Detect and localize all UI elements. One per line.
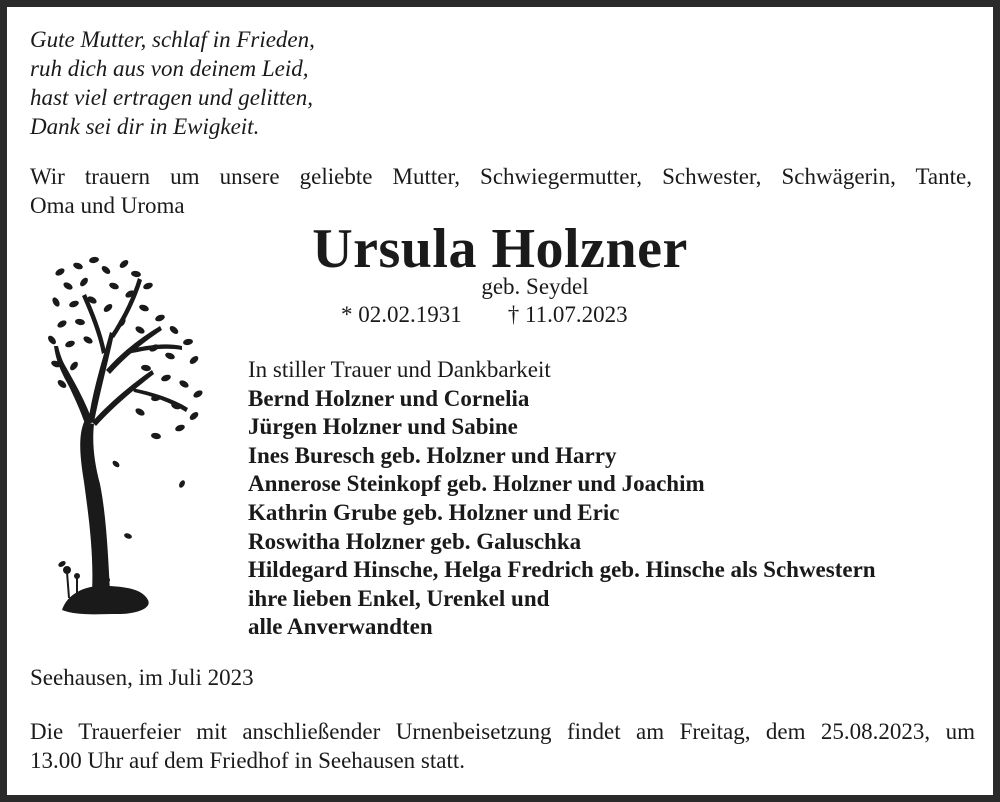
death-date: † 11.07.2023 [507, 302, 628, 327]
mourners-lead: In stiller Trauer und Dankbarkeit [248, 357, 551, 382]
funeral-line: 13.00 Uhr auf dem Friedhof in Seehausen statt. [30, 748, 465, 773]
mourner-entry: alle Anverwandten [248, 614, 433, 640]
mourner-entry: Bernd Holzner und Cornelia [248, 385, 530, 411]
intro-line: Oma und Uroma [30, 193, 185, 218]
mourner-entry: Roswitha Holzner geb. Galuschka [248, 528, 582, 554]
mourners-list [248, 356, 876, 642]
birth-name: geb. Seydel [481, 274, 589, 299]
place-date: Seehausen, im Juli 2023 [30, 665, 254, 690]
life-dates [341, 300, 628, 330]
birth-date: * 02.02.1931 [341, 302, 462, 327]
mourner-entry: Annerose Steinkopf geb. Holzner und Joachim [248, 471, 705, 497]
mourner-entry: Jürgen Holzner und Sabine [248, 414, 518, 440]
tree-icon [48, 252, 208, 627]
poem-line: Gute Mutter, schlaf in Frieden, [30, 27, 315, 52]
intro-text [30, 162, 972, 220]
mourner-entry: Kathrin Grube geb. Holzner und Eric [248, 499, 620, 525]
funeral-notice [30, 717, 975, 775]
deceased-name: Ursula Holzner [312, 218, 688, 280]
poem-line: ruh dich aus von deinem Leid, [30, 56, 309, 81]
poem-line: Dank sei dir in Ewigkeit. [30, 114, 260, 139]
funeral-line: Die Trauerfeier mit anschließender Urnenbeisetzung findet am Freitag, dem 25.08.2023, um [30, 719, 975, 744]
intro-line: Wir trauern um unsere geliebte Mutter, Schwiegermutter, Schwester, Schwägerin, Tante, [30, 164, 972, 189]
mourner-entry: Ines Buresch geb. Holzner und Harry [248, 442, 617, 468]
mourner-entry: ihre lieben Enkel, Urenkel und [248, 585, 550, 611]
mourner-entry: Hildegard Hinsche, Helga Fredrich geb. Hinsche als Schwestern [248, 557, 876, 583]
poem [30, 25, 315, 141]
poem-line: hast viel ertragen und gelitten, [30, 85, 313, 110]
